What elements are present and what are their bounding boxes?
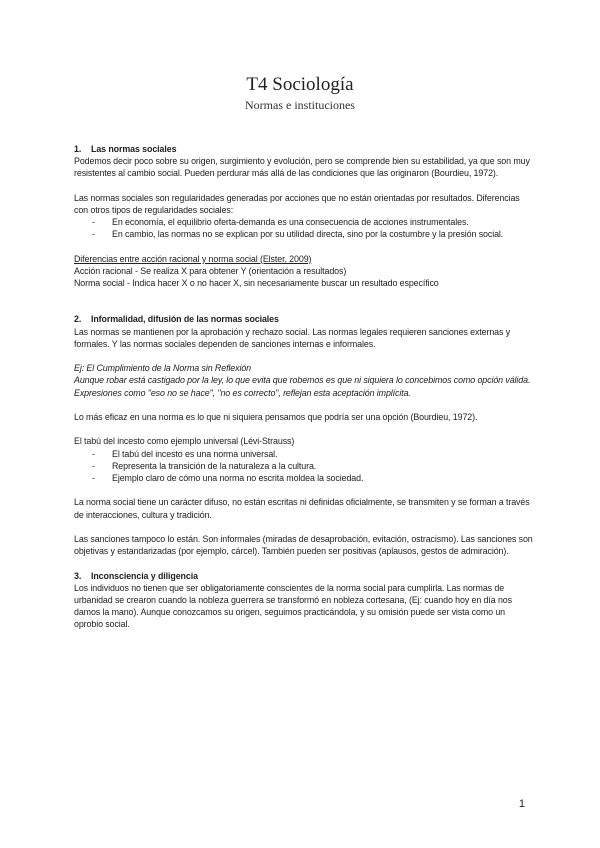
section-2-paragraph-2: Lo más eficaz en una norma es lo que ni siquiera pensamos que podría ser una opción (Bourdieu, 1972). [74,412,478,422]
list-item: - Ejemplo claro de cómo una norma no escrita moldea la sociedad. [92,473,364,483]
section-2-number: 2. [74,314,82,325]
section-2-paragraph-3: El tabú del incesto como ejemplo universal (Lévi-Strauss) [74,436,295,447]
section-1-list [74,216,534,240]
section-2-example-text: Aunque robar está castigado por la ley, lo que evita que robemos es que ni siquiera lo concebimos como opción válida. Expresiones como "eso no se hace", "no es correcto", reflejan esta aceptación implícita. [74,375,531,398]
list-item: - Representa la transición de la naturaleza a la cultura. [92,460,317,471]
list-item: - En economía, el equilibrio oferta-demanda es una consecuencia de acciones instrumentales. [92,217,469,228]
list-item: - En cambio, las normas no se explican por su utilidad directa, sino por la costumbre y la presión social. [92,229,504,240]
section-1-line-2: Norma social - Indica hacer X o no hacer X, sin necesariamente buscar un resultado específico [74,278,439,289]
section-1-heading [74,143,534,155]
section-2-paragraph-4: La norma social tiene un carácter difuso, no están escritas ni definidas oficialmente, se transmiten y se forman a través de interacciones, cultura y tradición. [74,497,530,520]
section-1-subheading: Diferencias entre acción racional y norma social (Elster, 2009) [74,253,312,264]
section-3-heading [74,570,534,582]
section-1-paragraph-1: Podemos decir poco sobre su origen, surgimiento y evolución, pero se comprende bien su estabilidad, ya que son muy resistentes al cambio social. Pueden perdurar más allá de las condiciones que las originaron (Bourdieu, 1972). [74,156,530,179]
section-2-example-title: Ej: El Cumplimiento de la Norma sin Reflexión [74,363,252,374]
section-3-title: Inconsciencia y diligencia [91,570,198,581]
section-1-title: Las normas sociales [91,144,177,154]
section-1-line-1: Acción racional - Se realiza X para obtener Y (orientación a resultados) [74,266,347,276]
section-2-paragraph-5: Las sanciones tampoco lo están. Son informales (miradas de desaprobación, evitación, ostracismo). Las sanciones son objetivas y estandarizadas (por ejemplo, cárcel). También pueden ser positivas (aplausos, gestos de admiración). [74,533,533,557]
section-3-paragraph-1: Los individuos no tienen que ser obligatoriamente conscientes de la norma social para cumplirla. Las normas de urbanidad se crearon cuando la nobleza guerrera se transformó en nobleza cortesana, (Ej: cuando hoy en día nos damos la mano). Aunque conozcamos su origen, seguimos practicándola, y su omisión puede ser vista como un oprobio social. [74,582,512,630]
section-2-title: Informalidad, difusión de las normas sociales [91,314,279,325]
list-item: - El tabú del incesto es una norma universal. [92,448,278,459]
section-2-list [74,448,534,485]
page-number: 1 [518,798,525,810]
section-1-number: 1. [74,144,82,154]
section-2-heading [74,313,534,325]
section-1-paragraph-2: Las normas sociales son regularidades generadas por acciones que no están orientadas por resultados. Diferencias con otros tipos de regularidades sociales: [74,192,520,215]
section-2-paragraph-1: Las normas se mantienen por la aprobación y rechazo social. Las normas legales requieren sanciones externas y formales. Y las normas sociales dependen de sanciones internas e informales. [74,326,511,349]
section-3-number: 3. [74,570,82,581]
document-title: T4 Sociología [246,74,354,95]
document-subtitle: Normas e instituciones [245,98,355,112]
document-body [74,143,534,631]
